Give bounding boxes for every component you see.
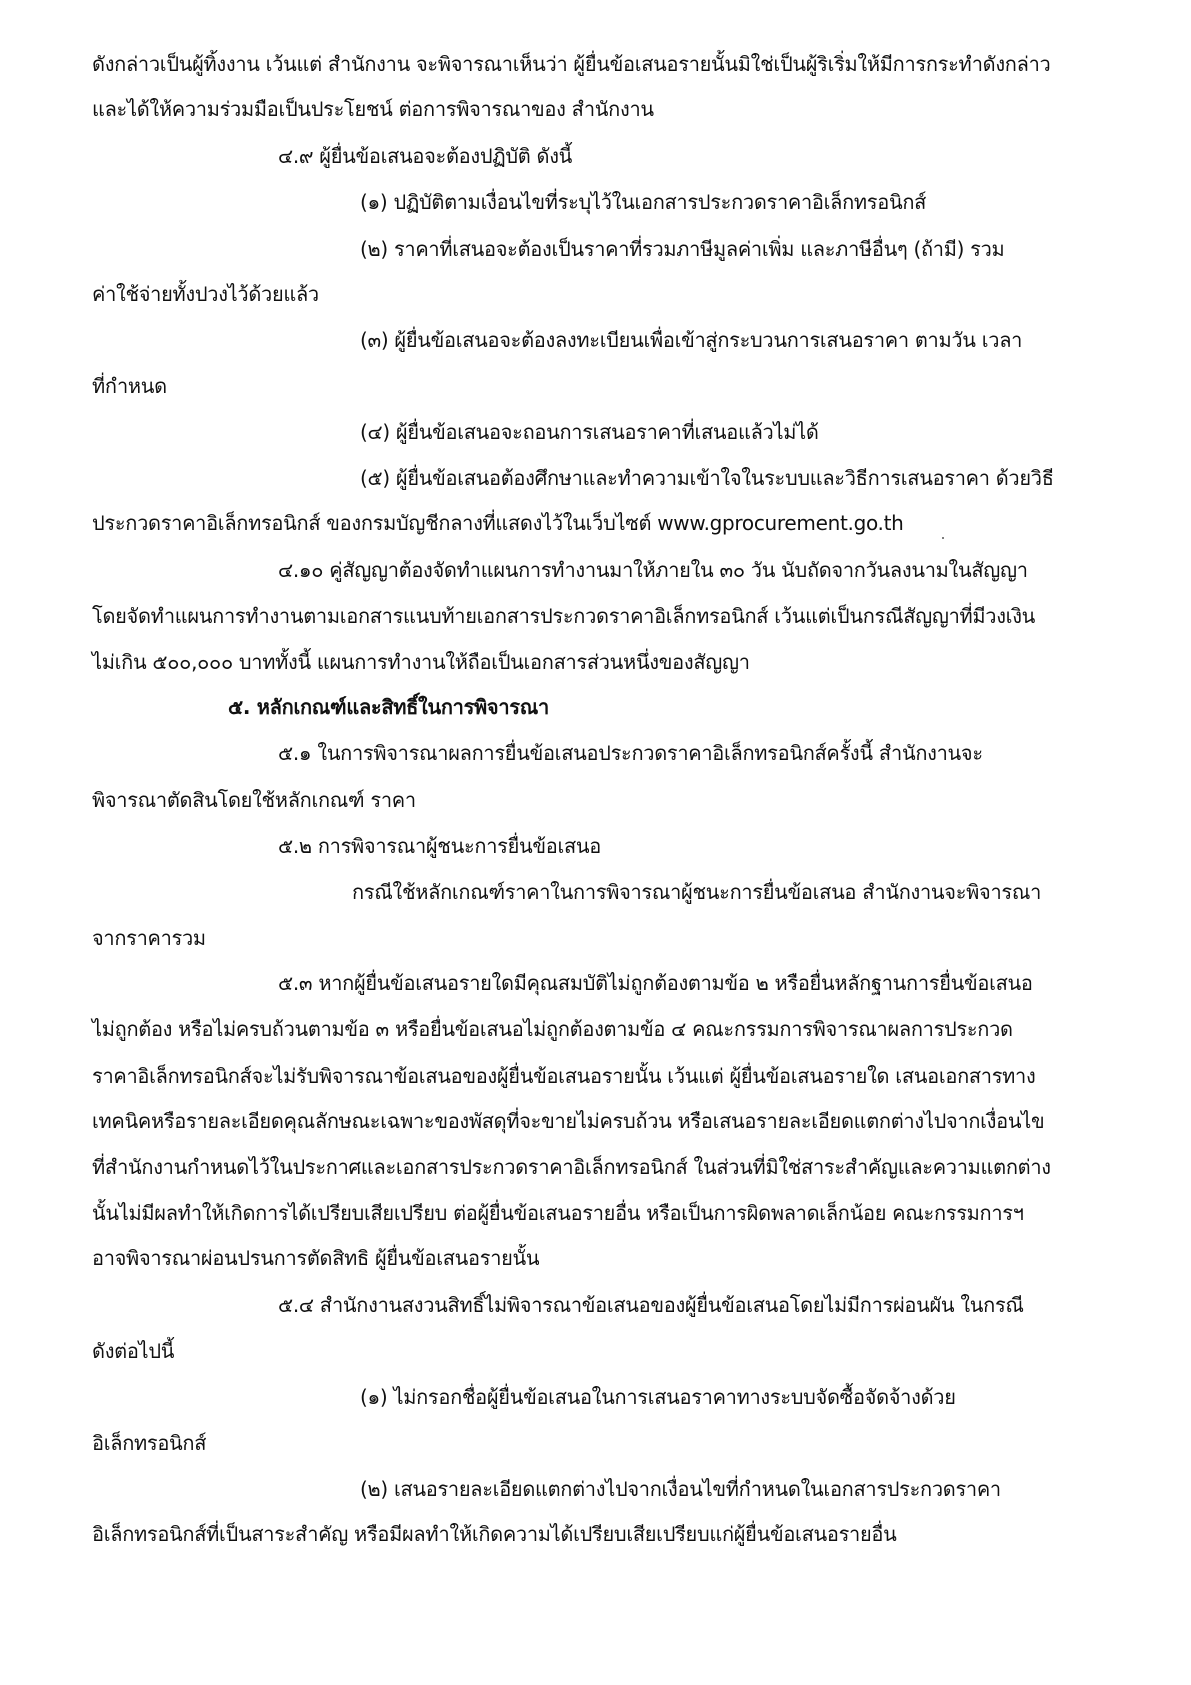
clause-4-9-heading: ๔.๙ ผู้ยื่นข้อเสนอจะต้องปฏิบัติ ดังนี้ bbox=[278, 144, 573, 168]
paragraph-line: พิจารณาตัดสินโดยใช้หลักเกณฑ์ ราคา bbox=[92, 788, 416, 812]
paragraph-line: อิเล็กทรอนิกส์ที่เป็นสาระสำคัญ หรือมีผลทำให้เกิดความได้เปรียบเสียเปรียบแก่ผู้ยื่นข้อเสนอรายอื่น bbox=[92, 1522, 897, 1546]
paragraph-line: และได้ให้ความร่วมมือเป็นประโยชน์ ต่อการพิจารณาของ สำนักงาน bbox=[92, 97, 654, 121]
list-item: (๑) ปฏิบัติตามเงื่อนไขที่ระบุไว้ในเอกสารประกวดราคาอิเล็กทรอนิกส์ bbox=[360, 190, 927, 214]
section-5-heading: ๕. หลักเกณฑ์และสิทธิ์ในการพิจารณา bbox=[228, 695, 549, 719]
paragraph-line: กรณีใช้หลักเกณฑ์ราคาในการพิจารณาผู้ชนะการยื่นข้อเสนอ สำนักงานจะพิจารณา bbox=[352, 880, 1042, 904]
paragraph-line: ที่กำหนด bbox=[92, 374, 167, 398]
paragraph-line: ไม่ถูกต้อง หรือไม่ครบถ้วนตามข้อ ๓ หรือยื่นข้อเสนอไม่ถูกต้องตามข้อ ๔ คณะกรรมการพิจารณาผลการประกวด bbox=[92, 1017, 1013, 1041]
paragraph-line: ราคาอิเล็กทรอนิกส์จะไม่รับพิจารณาข้อเสนอของผู้ยื่นข้อเสนอรายนั้น เว้นแต่ ผู้ยื่นข้อเสนอรายใด เสนอเอกสารทาง bbox=[92, 1064, 1036, 1088]
list-item: (๑) ไม่กรอกชื่อผู้ยื่นข้อเสนอในการเสนอราคาทางระบบจัดซื้อจัดจ้างด้วย bbox=[360, 1385, 956, 1409]
clause-5-3: ๕.๓ หากผู้ยื่นข้อเสนอรายใดมีคุณสมบัติไม่ถูกต้องตามข้อ ๒ หรือยื่นหลักฐานการยื่นข้อเสนอ bbox=[278, 971, 1033, 995]
list-item: (๔) ผู้ยื่นข้อเสนอจะถอนการเสนอราคาที่เสนอแล้วไม่ได้ bbox=[360, 420, 819, 444]
paragraph-line: ประกวดราคาอิเล็กทรอนิกส์ ของกรมบัญชีกลางที่แสดงไว้ในเว็บไซต์ www.gprocurement.go.th bbox=[92, 511, 904, 535]
list-item: (๒) เสนอรายละเอียดแตกต่างไปจากเงื่อนไขที่กำหนดในเอกสารประกวดราคา bbox=[360, 1477, 1001, 1501]
paragraph-line: อิเล็กทรอนิกส์ bbox=[92, 1431, 207, 1455]
paragraph-line: นั้นไม่มีผลทำให้เกิดการได้เปรียบเสียเปรียบ ต่อผู้ยื่นข้อเสนอรายอื่น หรือเป็นการผิดพลาดเล็กน้อย คณะกรรมการฯ bbox=[92, 1201, 1024, 1225]
paragraph-line: ค่าใช้จ่ายทั้งปวงไว้ด้วยแล้ว bbox=[92, 282, 319, 306]
clause-5-2: ๕.๒ การพิจารณาผู้ชนะการยื่นข้อเสนอ bbox=[278, 834, 601, 858]
list-item: (๕) ผู้ยื่นข้อเสนอต้องศึกษาและทำความเข้าใจในระบบและวิธีการเสนอราคา ด้วยวิธี bbox=[360, 466, 1054, 490]
paragraph-line: ที่สำนักงานกำหนดไว้ในประกาศและเอกสารประกวดราคาอิเล็กทรอนิกส์ ในส่วนที่มิใช่สาระสำคัญและความแตกต่าง bbox=[92, 1155, 1051, 1179]
paragraph-line: จากราคารวม bbox=[92, 926, 206, 950]
clause-4-10: ๔.๑๐ คู่สัญญาต้องจัดทำแผนการทำงานมาให้ภายใน ๓๐ วัน นับถัดจากวันลงนามในสัญญา bbox=[278, 558, 1028, 582]
list-item: (๒) ราคาที่เสนอจะต้องเป็นราคาที่รวมภาษีมูลค่าเพิ่ม และภาษีอื่นๆ (ถ้ามี) รวม bbox=[360, 237, 1005, 261]
paragraph-line: โดยจัดทำแผนการทำงานตามเอกสารแนบท้ายเอกสารประกวดราคาอิเล็กทรอนิกส์ เว้นแต่เป็นกรณีสัญญาที่มีวงเงิน bbox=[92, 604, 1036, 628]
paragraph-line: ดังกล่าวเป็นผู้ทิ้งงาน เว้นแต่ สำนักงาน จะพิจารณาเห็นว่า ผู้ยื่นข้อเสนอรายนั้นมิใช่เป็นผู้ริเริ่มให้มีการกระทำดังกล่าว bbox=[92, 52, 1051, 76]
list-item: (๓) ผู้ยื่นข้อเสนอจะต้องลงทะเบียนเพื่อเข้าสู่กระบวนการเสนอราคา ตามวัน เวลา bbox=[360, 328, 1023, 352]
paragraph-line: ดังต่อไปนี้ bbox=[92, 1339, 175, 1363]
paragraph-line: ไม่เกิน ๕๐๐,๐๐๐ บาททั้งนี้ แผนการทำงานให้ถือเป็นเอกสารส่วนหนึ่งของสัญญา bbox=[92, 650, 750, 674]
scan-speck bbox=[942, 537, 944, 539]
paragraph-line: อาจพิจารณาผ่อนปรนการตัดสิทธิ ผู้ยื่นข้อเสนอรายนั้น bbox=[92, 1246, 540, 1270]
clause-5-4: ๕.๔ สำนักงานสงวนสิทธิ์ไม่พิจารณาข้อเสนอของผู้ยื่นข้อเสนอโดยไม่มีการผ่อนผัน ในกรณี bbox=[278, 1293, 1024, 1317]
paragraph-line: เทคนิคหรือรายละเอียดคุณลักษณะเฉพาะของพัสดุที่จะขายไม่ครบถ้วน หรือเสนอรายละเอียดแตกต่างไปจากเงื่อนไข bbox=[92, 1109, 1045, 1133]
clause-5-1: ๕.๑ ในการพิจารณาผลการยื่นข้อเสนอประกวดราคาอิเล็กทรอนิกส์ครั้งนี้ สำนักงานจะ bbox=[278, 741, 983, 765]
